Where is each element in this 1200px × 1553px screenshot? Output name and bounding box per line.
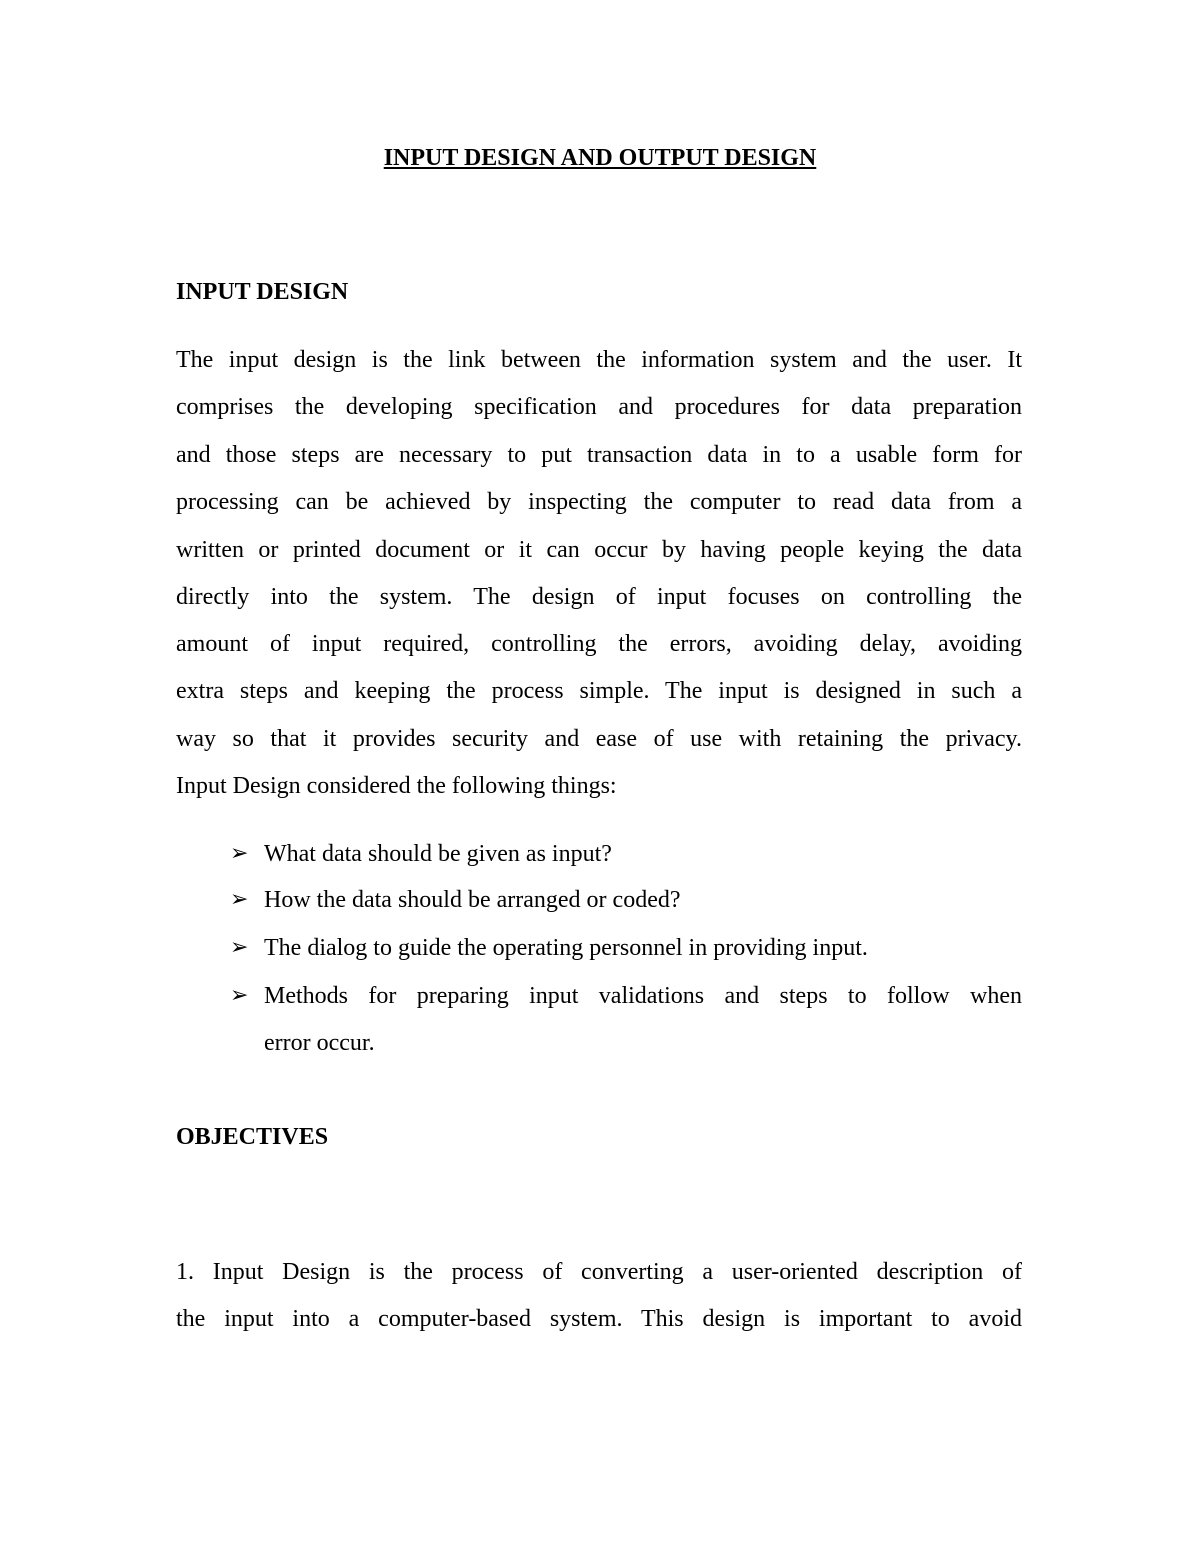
paragraph-line: and those steps are necessary to put transaction data in to a usable form for — [176, 442, 1022, 468]
paragraph-line: amount of input required, controlling the errors, avoiding delay, avoiding — [176, 631, 1022, 657]
arrow-bullet-icon: ➢ — [230, 841, 249, 866]
arrow-bullet-icon: ➢ — [230, 887, 249, 912]
document-title: INPUT DESIGN AND OUTPUT DESIGN — [383, 145, 817, 171]
paragraph-line: comprises the developing specification and procedures for data preparation — [176, 394, 1022, 420]
objectives-heading: OBJECTIVES — [176, 1124, 329, 1150]
bullet-item: What data should be given as input? — [264, 841, 612, 867]
arrow-bullet-icon: ➢ — [230, 983, 249, 1008]
input-design-heading: INPUT DESIGN — [176, 279, 349, 305]
bullet-item: How the data should be arranged or coded? — [264, 887, 681, 913]
paragraph-line: the input into a computer-based system. This design is important to avoid — [176, 1306, 1022, 1332]
paragraph-line: processing can be achieved by inspecting the computer to read data from a — [176, 489, 1022, 515]
bullet-item-continuation: error occur. — [264, 1030, 375, 1056]
paragraph-line: The input design is the link between the information system and the user. It — [176, 347, 1022, 373]
arrow-bullet-icon: ➢ — [230, 935, 249, 960]
paragraph-line: way so that it provides security and ease of use with retaining the privacy. — [176, 726, 1022, 752]
paragraph-line: written or printed document or it can occur by having people keying the data — [176, 537, 1022, 563]
paragraph-line: Input Design considered the following things: — [176, 773, 617, 799]
bullet-item: The dialog to guide the operating personnel in providing input. — [264, 935, 868, 961]
bullet-item: Methods for preparing input validations and steps to follow when — [264, 983, 1022, 1009]
paragraph-line: directly into the system. The design of input focuses on controlling the — [176, 584, 1022, 610]
paragraph-line: 1. Input Design is the process of converting a user-oriented description of — [176, 1259, 1022, 1285]
paragraph-line: extra steps and keeping the process simple. The input is designed in such a — [176, 678, 1022, 704]
